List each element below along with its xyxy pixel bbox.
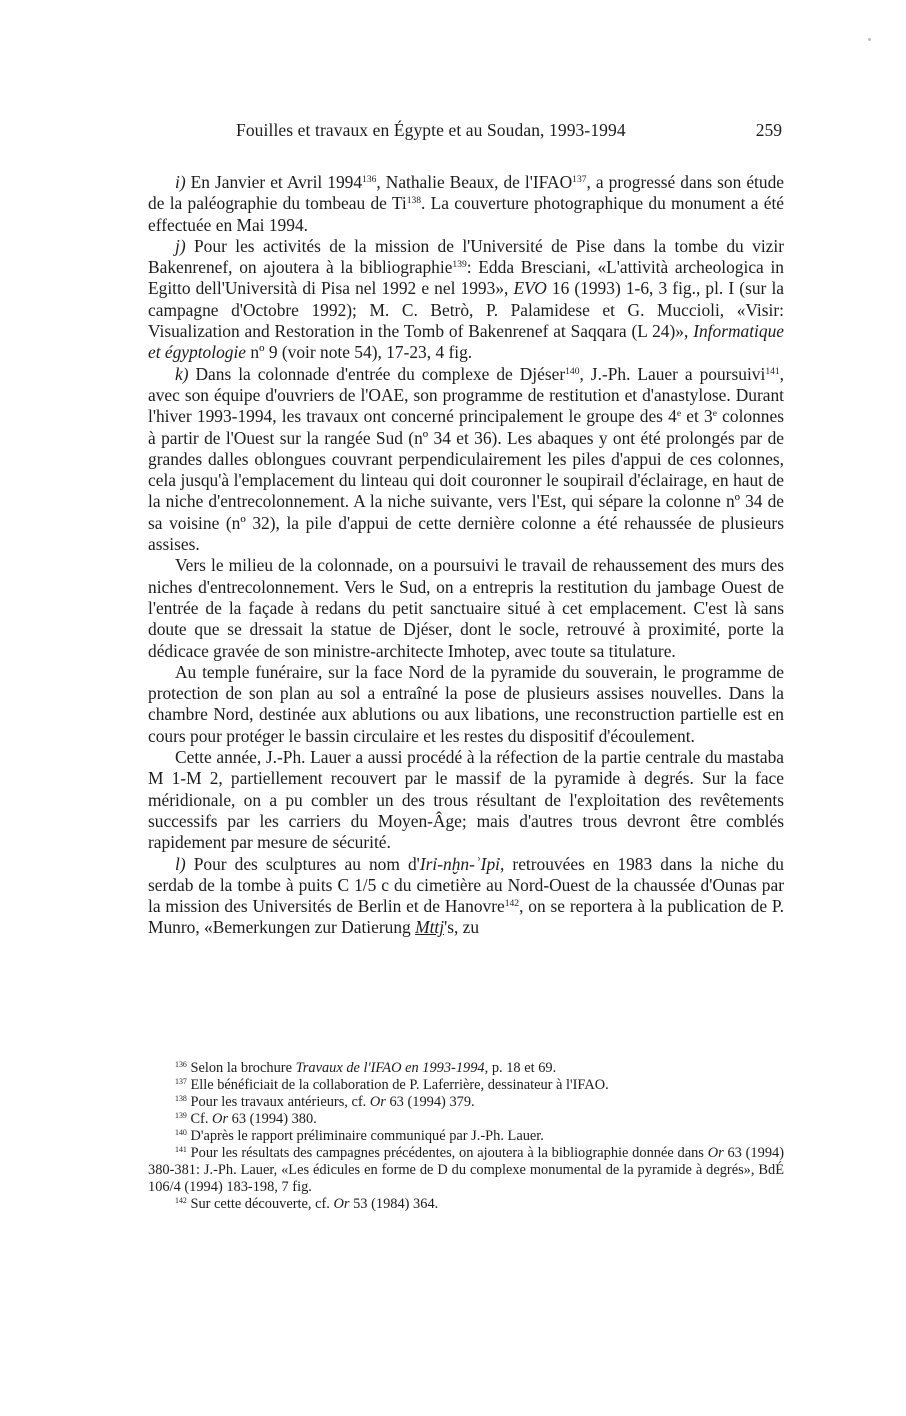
text-run: Pour des sculptures au nom d' bbox=[185, 853, 420, 874]
body-text bbox=[148, 172, 784, 939]
text-run: En Janvier et Avril 1994 bbox=[185, 172, 363, 192]
paragraph-k bbox=[148, 364, 784, 556]
text-run: , on se reportera à la publication de P. Munro, «Bemerkungen zur Datierung bbox=[148, 896, 784, 938]
superscript-ref: 136 bbox=[362, 173, 377, 185]
superscript-ref: 141 bbox=[175, 1144, 187, 1154]
text-run: Selon la brochure bbox=[186, 1060, 296, 1076]
text-run: 53 (1984) 364. bbox=[349, 1196, 439, 1212]
superscript-ref: 142 bbox=[175, 1195, 187, 1205]
footnote-138 bbox=[148, 1094, 784, 1111]
italic-text: Or bbox=[333, 1196, 350, 1212]
text-run: Cette année, J.-Ph. Lauer a aussi procédé à la réfection de la partie centrale du mastaba M 1-M 2, partiellement recouvert par le massif de la pyramide à degrés. Sur la face méridionale, on a pu combler un des trous résultant de l'exploitation des revêtements successifs par les carriers du Moyen-Âge; mais d'autres trous devront être comblés rapidement par mesure de sécurité. bbox=[148, 747, 784, 853]
text-run: Pour les résultats des campagnes précédentes, on ajoutera à la bibliographie donnée dans bbox=[186, 1145, 708, 1161]
text-run: 's, zu bbox=[444, 917, 480, 938]
text-run: 63 (1994) 380-381: J.-Ph. Lauer, «Les édicules en forme de D du complexe monumental de la pyramide à degrés», BdÉ 106/4 (1994) 183-198, 7 fig. bbox=[148, 1145, 785, 1195]
footnote-139 bbox=[148, 1111, 784, 1128]
text-run: Sur cette découverte, cf. bbox=[186, 1196, 334, 1212]
footnote-142 bbox=[148, 1196, 784, 1213]
footnote-137 bbox=[148, 1077, 784, 1094]
italic-text: Informatique et égyptologie bbox=[148, 321, 784, 363]
text-run: , p. 18 et 69. bbox=[484, 1060, 557, 1076]
text-run: , a progressé dans son étude de la paléographie du tombeau de Ti bbox=[148, 172, 784, 214]
italic-text: i) bbox=[175, 172, 186, 192]
text-run: Cf. bbox=[186, 1111, 213, 1127]
scan-speck bbox=[868, 38, 871, 41]
footnote-140 bbox=[148, 1128, 784, 1145]
text-run: 63 (1994) 379. bbox=[385, 1094, 475, 1110]
paragraph-l bbox=[148, 854, 784, 939]
text-run: Au temple funéraire, sur la face Nord de la pyramide du souverain, le programme de protection de son plan au sol a entraîné la pose de plusieurs assises nouvelles. Dans la chambre Nord, destinée aux ablutions ou aux libations, une reconstruction partielle est en cours pour protéger le bassin circulaire et les restes du dispositif d'écoulement. bbox=[148, 661, 784, 746]
text-run: et 3 bbox=[681, 406, 713, 427]
text-run: Elle bénéficiait de la collaboration de P. Laferrière, dessinateur à l'IFAO. bbox=[186, 1077, 609, 1093]
superscript-ref: 138 bbox=[406, 195, 422, 207]
superscript-ref: 136 bbox=[175, 1059, 187, 1069]
text-run: Dans la colonnade d'entrée du complexe de Djéser bbox=[188, 363, 566, 384]
italic-text: Mttj bbox=[415, 917, 445, 938]
superscript-ref: e bbox=[676, 408, 682, 420]
paragraph-j bbox=[148, 236, 784, 364]
italic-text: j) bbox=[175, 235, 186, 256]
page-header bbox=[148, 120, 788, 144]
footnote-136 bbox=[148, 1060, 784, 1077]
italic-text: Irỉ-nḫn-ʾIpỉ bbox=[419, 853, 500, 874]
text-run: , avec son équipe d'ouvriers de l'OAE, son programme de restitution et d'anastylose. Durant l'hiver 1993-1994, les travaux ont concerné principalement le groupe des 4 bbox=[148, 363, 785, 427]
superscript-ref: 140 bbox=[565, 365, 580, 377]
text-run: Vers le milieu de la colonnade, on a poursuivi le travail de rehaussement des murs des niches d'entrecolonnement. Vers le Sud, on a entrepris la restitution du jambage Ouest de l'entrée de la façade à redans du petit sanctuaire situé à cet emplacement. C'est là sans doute que se dressait la statue de Djéser, dont le socle, retrouvé à proximité, porte la dédicace gravée de son ministre-architecte Imhotep, avec toute sa titulature. bbox=[148, 555, 784, 661]
footnote-141 bbox=[148, 1145, 784, 1196]
superscript-ref: 137 bbox=[572, 173, 587, 185]
superscript-ref: 142 bbox=[504, 897, 520, 909]
superscript-ref: 138 bbox=[175, 1093, 187, 1103]
text-run: , J.-Ph. Lauer a poursuivi bbox=[579, 363, 766, 384]
italic-text: Or bbox=[707, 1145, 724, 1161]
italic-text: EVO bbox=[513, 278, 547, 299]
superscript-ref: 137 bbox=[175, 1076, 187, 1086]
superscript-ref: 140 bbox=[175, 1127, 187, 1137]
italic-text: Or bbox=[212, 1111, 229, 1127]
page-number: 259 bbox=[755, 120, 782, 140]
text-run: 63 (1994) 380. bbox=[228, 1111, 317, 1127]
text-run: nº 9 (voir note 54), 17-23, 4 fig. bbox=[246, 342, 473, 363]
superscript-ref: e bbox=[712, 408, 717, 420]
text-run: , Nathalie Beaux, de l'IFAO bbox=[376, 172, 573, 192]
superscript-ref: 139 bbox=[175, 1110, 187, 1120]
superscript-ref: 141 bbox=[765, 365, 780, 377]
text-run: . La couverture photographique du monument a été effectuée en Mai 1994. bbox=[148, 193, 784, 235]
superscript-ref: 139 bbox=[452, 258, 467, 270]
paragraph-mastaba bbox=[148, 747, 784, 853]
text-run: Pour les travaux antérieurs, cf. bbox=[186, 1094, 370, 1110]
text-run: , retrouvées en 1983 dans la niche du serdab de la tombe à puits C 1/5 c du cimetière au Nord-Ouest de la chaussée d'Ounas par la mission des Universités de Berlin et de Hanovre bbox=[148, 853, 784, 917]
running-head: Fouilles et travaux en Égypte et au Soudan, 1993-1994 bbox=[236, 120, 626, 140]
text-run: Pour les activités de la mission de l'Université de Pise dans la tombe du vizir Bakenrenef, on ajoutera à la bibliographie bbox=[148, 235, 784, 278]
text-run: D'après le rapport préliminaire communiqué par J.-Ph. Lauer. bbox=[186, 1128, 544, 1144]
text-run: : Edda Bresciani, «L'attività archeologica in Egitto dell'Università di Pisa nel 1992 e nel 1993», bbox=[148, 257, 784, 299]
italic-text: Or bbox=[369, 1094, 386, 1110]
text-run: colonnes à partir de l'Ouest sur la rangée Sud (nº 34 et 36). Les abaques y ont été prolongés par de grandes dalles oblongues couvrant perpendiculairement les piles d'appui de ces colonnes, cela jusqu'à l'emplacement du linteau qui doit couronner le soupirail d'éclairage, en haut de la niche d'entrecolonnement. A la niche suivante, vers l'Est, qui sépare la colonne nº 34 de sa voisine (nº 32), la pile d'appui de cette dernière colonne a été rehaussée de plusieurs assises. bbox=[148, 406, 784, 555]
italic-text: k) bbox=[175, 363, 189, 384]
paragraph-temple bbox=[148, 662, 784, 747]
text-run: 16 (1993) 1-6, 3 fig., pl. I (sur la campagne d'Octobre 1992); M. C. Betrò, P. Palamidese et G. Muccioli, «Visir: Visualization and Restoration in the Tomb of Bakenrenef at Saqqara (L 24)», bbox=[148, 278, 784, 342]
paragraph-colonnade bbox=[148, 555, 784, 661]
footnotes bbox=[148, 1060, 784, 1213]
italic-text: Travaux de l'IFAO en 1993-1994 bbox=[295, 1060, 485, 1076]
italic-text: l) bbox=[175, 853, 186, 874]
paragraph-i bbox=[148, 172, 784, 236]
